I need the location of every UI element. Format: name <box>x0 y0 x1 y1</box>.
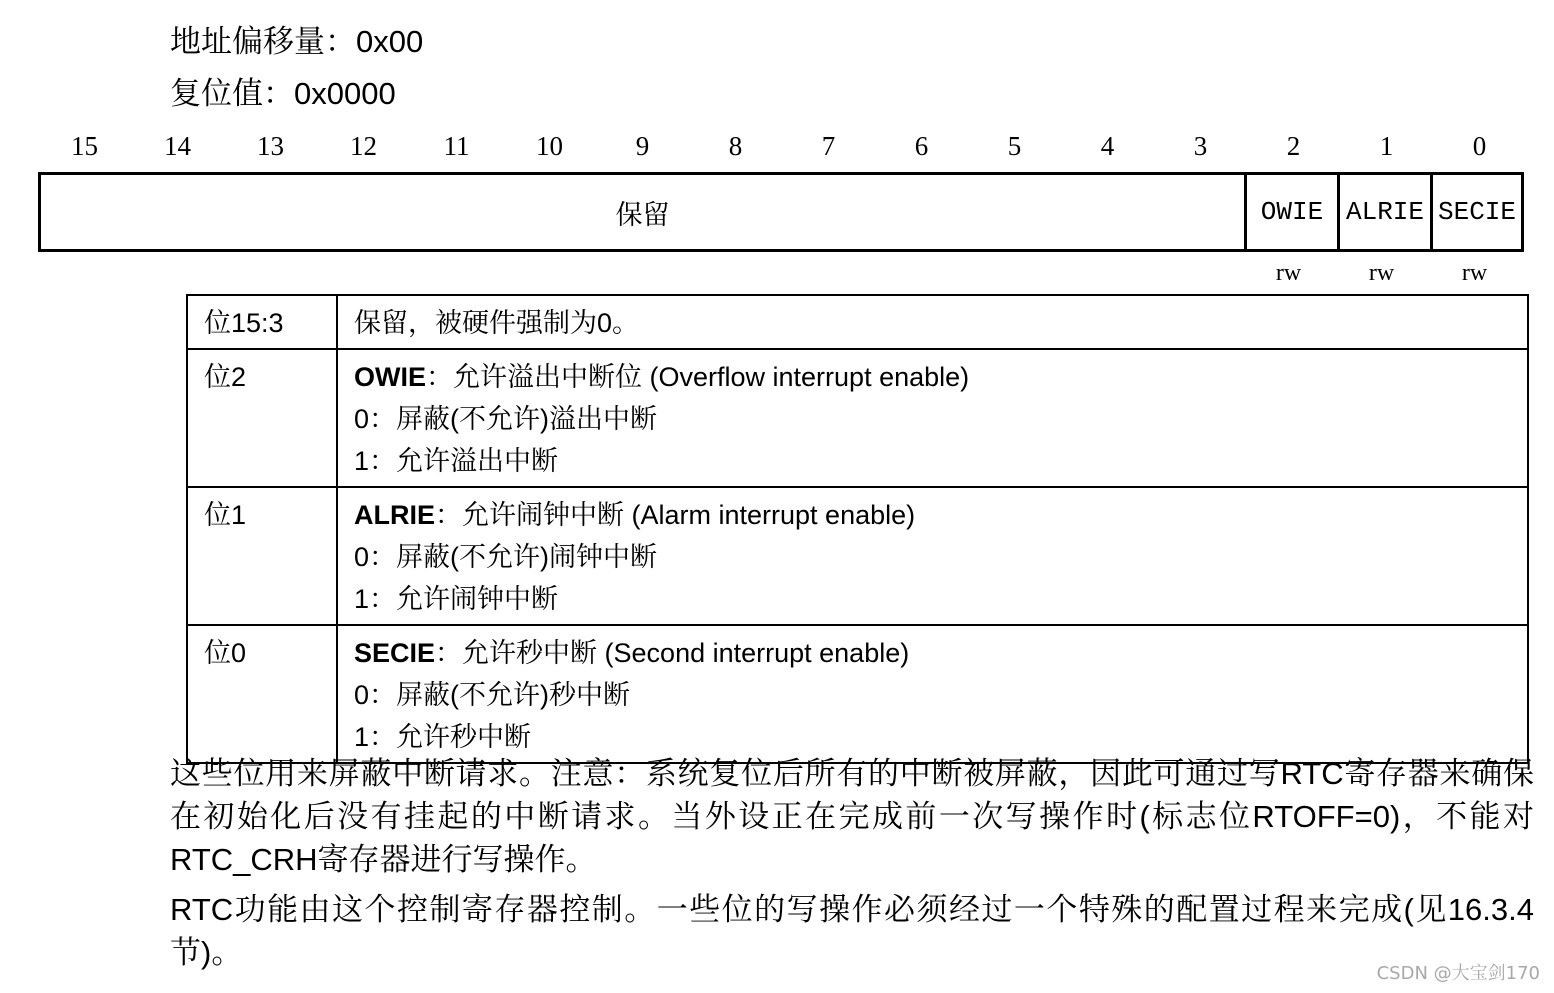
bit-number: 12 <box>350 131 377 161</box>
reset-value: 复位值：0x0000 <box>170 76 396 111</box>
description-text: 1：允许闹钟中断 <box>354 584 559 614</box>
bit-number: 13 <box>257 131 284 161</box>
description-line <box>354 674 1511 716</box>
description-line <box>354 302 1511 344</box>
description-text: 1：允许秒中断 <box>354 722 532 752</box>
field-name: OWIE <box>354 362 426 392</box>
register-diagram <box>38 172 1524 252</box>
table-row <box>187 349 1528 487</box>
bit-number: 5 <box>1007 131 1022 161</box>
reserved-field: 保留 <box>615 199 670 231</box>
watermark: CSDN @大宝剑170 <box>1376 963 1540 984</box>
description-line <box>354 440 1511 482</box>
description-line <box>354 632 1511 674</box>
bit-number-row <box>38 126 1522 166</box>
description-text: ：允许闹钟中断 (Alarm interrupt enable) <box>435 500 916 530</box>
field-name: ALRIE <box>354 500 435 530</box>
description-line <box>354 398 1511 440</box>
function-paragraph: RTC功能由这个控制寄存器控制。一些位的写操作必须经过一个特殊的配置过程来完成(见16.3.4节)。 <box>170 892 1534 970</box>
bit-cell: 位15:3 <box>187 295 337 349</box>
bit-description-table <box>186 294 1529 764</box>
bit-number: 7 <box>821 131 836 161</box>
bit-number: 6 <box>914 131 929 161</box>
bit-cell: 位2 <box>187 349 337 487</box>
bit-number: 10 <box>536 131 563 161</box>
description-line <box>354 494 1511 536</box>
bit-number: 1 <box>1379 131 1394 161</box>
table-row <box>187 487 1528 625</box>
owie-field: OWIE <box>1244 175 1337 249</box>
description-line <box>354 356 1511 398</box>
description-text: 0：屏蔽(不允许)溢出中断 <box>354 404 657 434</box>
alrie-access: rw <box>1368 260 1395 286</box>
owie-access: rw <box>1275 260 1302 286</box>
table-row <box>187 625 1528 763</box>
bit-number: 3 <box>1193 131 1208 161</box>
description-text: 0：屏蔽(不允许)闹钟中断 <box>354 542 657 572</box>
bit-number: 4 <box>1100 131 1115 161</box>
secie-access: rw <box>1461 260 1488 286</box>
bit-number: 11 <box>443 131 470 161</box>
secie-field: SECIE <box>1430 175 1521 249</box>
alrie-field: ALRIE <box>1337 175 1430 249</box>
field-name: SECIE <box>354 638 436 668</box>
note-paragraph: 这些位用来屏蔽中断请求。注意：系统复位后所有的中断被屏蔽，因此可通过写RTC寄存器来确保在初始化后没有挂起的中断请求。当外设正在完成前一次写操作时(标志位RTOFF=0)，不能对RTC_CRH寄存器进行写操作。 <box>170 756 1534 877</box>
bit-number: 0 <box>1472 131 1487 161</box>
address-offset: 地址偏移量：0x00 <box>170 24 424 59</box>
description-cell <box>337 487 1528 625</box>
bit-number: 14 <box>164 131 191 161</box>
description-line <box>354 536 1511 578</box>
description-cell <box>337 295 1528 349</box>
bit-number: 2 <box>1286 131 1301 161</box>
description-text: ：允许溢出中断位 (Overflow interrupt enable) <box>426 362 970 392</box>
bit-number: 9 <box>635 131 650 161</box>
description-cell <box>337 349 1528 487</box>
table-row <box>187 295 1528 349</box>
description-text: ：允许秒中断 (Second interrupt enable) <box>435 638 910 668</box>
bit-cell: 位1 <box>187 487 337 625</box>
bit-cell: 位0 <box>187 625 337 763</box>
bit-number: 15 <box>71 131 98 161</box>
description-text: 0：屏蔽(不允许)秒中断 <box>354 680 630 710</box>
description-text: 1：允许溢出中断 <box>354 446 559 476</box>
description-cell <box>337 625 1528 763</box>
description-line <box>354 578 1511 620</box>
description-text: 保留，被硬件强制为0。 <box>354 308 640 338</box>
bit-number: 8 <box>728 131 743 161</box>
